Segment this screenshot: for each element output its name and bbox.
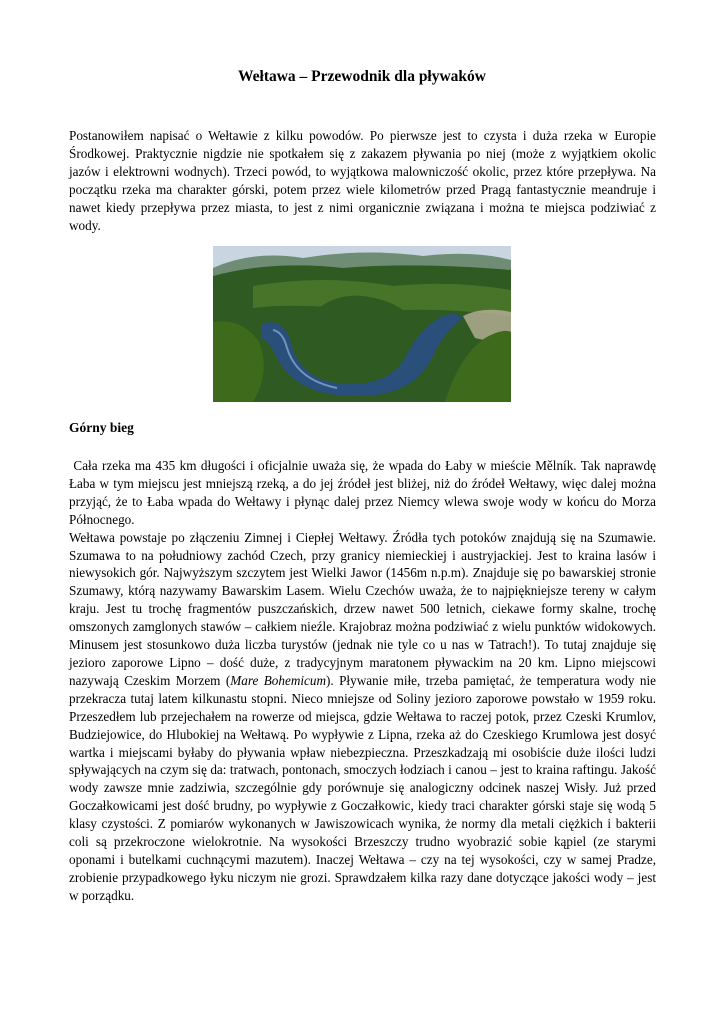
- section-heading-upper-course: Górny bieg: [69, 420, 134, 435]
- upper-course-body: [69, 457, 656, 905]
- river-meander-photo: [213, 246, 511, 402]
- latin-name-italic: Mare Bohemicum: [230, 672, 326, 688]
- document-title: Wełtawa – Przewodnik dla pływaków: [237, 68, 486, 85]
- paragraph-river-length: Cała rzeka ma 435 km długości i oficjalnie uważa się, że wpada do Łaby w mieście Mělník. Tak naprawdę Łaba w tym miejscu jest mniejszą rzeką, a do jej źródeł jest bliżej, niż do źródeł Wełtawy, więc dalej można przyjąć, że to Łaba wpada do Wełtawy i płynąc dalej przez Niemcy wlewa swoje wody w końcu do Morza Północnego.: [69, 458, 656, 527]
- river-meander-illustration: [213, 246, 511, 402]
- paragraph-sumava: Wełtawa powstaje po złączeniu Zimnej i Ciepłej Wełtawy. Źródła tych potoków znajdują się na Szumawie. Szumawa to na południowy zachód Czech, przy granicy niemieckiej i austryjackiej. Jest to kraina lasów i niewysokich gór. Najwyższym szczytem jest Wielki Jawor (1456m n.p.m). Znajduje się po bawarskiej stronie Szumawy, którą nazywamy Bawarskim Lasem. Wielu Czechów uważa, że to najpiękniejsze tereny w całym kraju. Jest tu trochę fragmentów puszczańskich, drzew nawet 500 letnich, ciekawe formy skalne, trochę omszonych zamglonych stawów – całkiem nieźle. Krajobraz można podziwiać z wielu punktów widokowych. Minusem jest stosunkowo duża liczba turystów (jednak nie tyle co u nas w Tatrach!). To tutaj znajduje się jezioro zaporowe Lipno – dość duże, z tradycyjnym maratonem pływackim na 20 km. Lipno miejscowi nazywają Czeskim Morzem (Mare Bohemicum). Pływanie miłe, trzeba pamiętać, że temperatura wody nie przekracza tutaj latem kilkunastu stopni. Nieco mniejsze od Soliny jezioro zaporowe powstało w 1959 roku. Przeszedłem lub przejechałem na rowerze od miejsca, gdzie Wełtawa to raczej potok, przez Czeski Krumlov, Budziejowice, do Hlubokiej na Wełtawą. Po wypływie z Lipna, rzeka aż do Czeskiego Krumlowa jest dosyć wartka i miejscami byłaby do pływania wpław niebezpieczna. Przeszkadzają mi osobiście duże ilości ludzi spływających na czym się da: tratwach, pontonach, smoczych łodziach i canou – jest to kraina raftingu. Jakość wody zawsze mnie zadziwia, szczególnie gdy porównuje się analogiczny odcinek naszej Wisły. Już przed Goczałkowicami jest dość brudny, po wypływie z Goczałkowic, kiedy traci charakter górski staje się wodą 5 klasy czystości. Z pomiarów wykonanych w Jawiszowicach wynika, że normy dla metali ciężkich i bakterii coli są przekroczone wielokrotnie. Na wysokości Brzeszczy trudno wyobrazić sobie kąpiel (ze starymi oponami i butelkami cuchnącymi mazutem). Inaczej Wełtawa – czy na tej wysokości, czy w samej Pradze, zrobienie przypadkowego łyku niczym nie grozi. Sprawdzałem kilka razy dane dotyczące jakości wody – jest w porządku.: [69, 529, 656, 903]
- intro-paragraph: Postanowiłem napisać o Wełtawie z kilku powodów. Po pierwsze jest to czysta i duża rzeka w Europie Środkowej. Praktycznie nigdzie nie spotkałem się z zakazem pływania po niej (może z wyjątkiem okolic jazów i elektrowni wodnych). Trzeci powód, to wyjątkowa malowniczość okolic, przez które przepływa. Na początku rzeka ma charakter górski, potem przez wiele kilometrów przed Pragą fantastycznie meandruje i nawet kiedy przepływa przez miasta, to jest z nimi organicznie związana i można te miejsca podziwiać z wody.: [69, 128, 656, 233]
